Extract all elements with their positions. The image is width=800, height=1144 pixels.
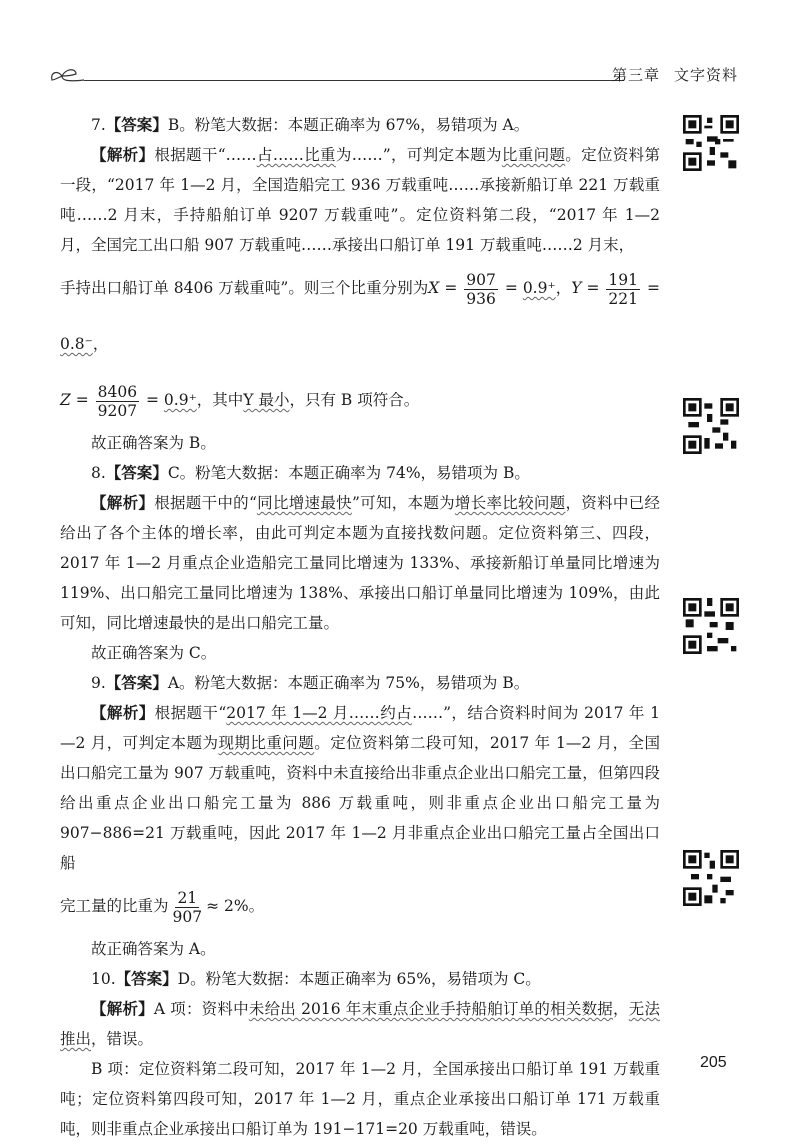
- qr-code-icon[interactable]: [683, 850, 739, 906]
- fraction-x: $\frac{907}{936}$: [466, 270, 496, 308]
- q9-analysis: 【解析】根据题干“2017 年 1—2 月……约占……”，结合资料时间为 2017 年 1—2 月，可判定本题为现期比重问题。定位资料第二段可知，2017 年 1—2 月，全国出口船完工量为 907 万载重吨，资料中未直接给出非重点企业出口船完工量，但第四段给出重点企业出口船完工量为 886 万载重吨，则非重点企业出口船完工量为 907−886=21 万载重吨，因此 2017 年 1—2 月非重点企业出口船完工量占全国出口船: [60, 704, 660, 872]
- q7-formula-xy: 手持出口船订单 8406 万载重吨”。则三个比重分别为X = $\frac{907}{936}$ = 0.9⁺，Y = $\frac{191}{221}$ = 0.8⁻，: [60, 270, 660, 353]
- q10-answer: 10.【答案】D。粉笔大数据：本题正确率为 65%，易错项为 C。: [91, 970, 541, 988]
- q7-formula-z: Z = $\frac{8406}{9207}$ = 0.9⁺，其中Y 最小，只有 B 项符合。: [60, 382, 420, 420]
- q7-answer: 7.【答案】B。粉笔大数据：本题正确率为 67%，易错项为 A。: [91, 116, 530, 134]
- chapter-title: [598, 64, 738, 85]
- q8-conclusion: 故正确答案为 C。: [91, 644, 217, 662]
- chapter-name: 文字资料: [673, 66, 738, 84]
- q9-formula: 完工量的比重为 $\frac{21}{907}$ ≈ 2%。: [60, 888, 265, 926]
- q8-analysis: 【解析】根据题干中的“同比增速最快”可知，本题为增长率比较问题，资料中已经给出了各个主体的增长率，由此可判定本题为直接找数问题。定位资料第三、四段，2017 年 1—2 月重点企业造船完工量同比增速为 133%、承接新船订单量同比增速为 119%、出口船完工量同比增速为 138%、承接出口船订单量同比增速为 109%，由此可知，同比增速最快的是出口船完工量。: [60, 494, 660, 632]
- page-number: 205: [700, 1054, 727, 1071]
- sprout-icon: [48, 62, 84, 86]
- fraction-z: $\frac{8406}{9207}$: [97, 382, 138, 420]
- q10-analysis-b: B 项：定位资料第二段可知，2017 年 1—2 月，全国承接出口船订单 191 万载重吨；定位资料第四段可知，2017 年 1—2 月，重点企业承接出口船订单 171 万载重吨，则非重点企业承接出口船订单为 191−171=20 万载重吨，错误。: [60, 1060, 660, 1138]
- qr-code-icon[interactable]: [683, 598, 739, 654]
- header-rule: [84, 80, 624, 81]
- q8-answer: 8.【答案】C。粉笔大数据：本题正确率为 74%，易错项为 B。: [91, 464, 530, 482]
- fraction-ratio: $\frac{21}{907}$: [172, 888, 203, 926]
- page-header: [48, 62, 738, 86]
- answer-content: [60, 110, 660, 1144]
- chapter-number: 第三章: [611, 66, 660, 84]
- q10-analysis-a: 【解析】A 项：资料中未给出 2016 年末重点企业手持船舶订单的相关数据，无法推出，错误。: [60, 1000, 660, 1048]
- qr-code-icon[interactable]: [683, 398, 739, 454]
- q7-analysis: 【解析】根据题干“……占……比重为……”，可判定本题为比重问题。定位资料第一段，“2017 年 1—2 月，全国造船完工 936 万载重吨……承接新船订单 221 万载重吨……2 月末，手持船舶订单 9207 万载重吨”。定位资料第二段，“2017 年 1—2 月，全国完工出口船 907 万载重吨……承接出口船订单 191 万载重吨……2 月末，: [60, 146, 660, 254]
- qr-code-icon[interactable]: [683, 115, 739, 171]
- q7-conclusion: 故正确答案为 B。: [91, 434, 216, 452]
- fraction-y: $\frac{191}{221}$: [608, 270, 639, 308]
- q9-conclusion: 故正确答案为 A。: [91, 940, 216, 958]
- q9-answer: 9.【答案】A。粉笔大数据：本题正确率为 75%，易错项为 B。: [91, 674, 530, 692]
